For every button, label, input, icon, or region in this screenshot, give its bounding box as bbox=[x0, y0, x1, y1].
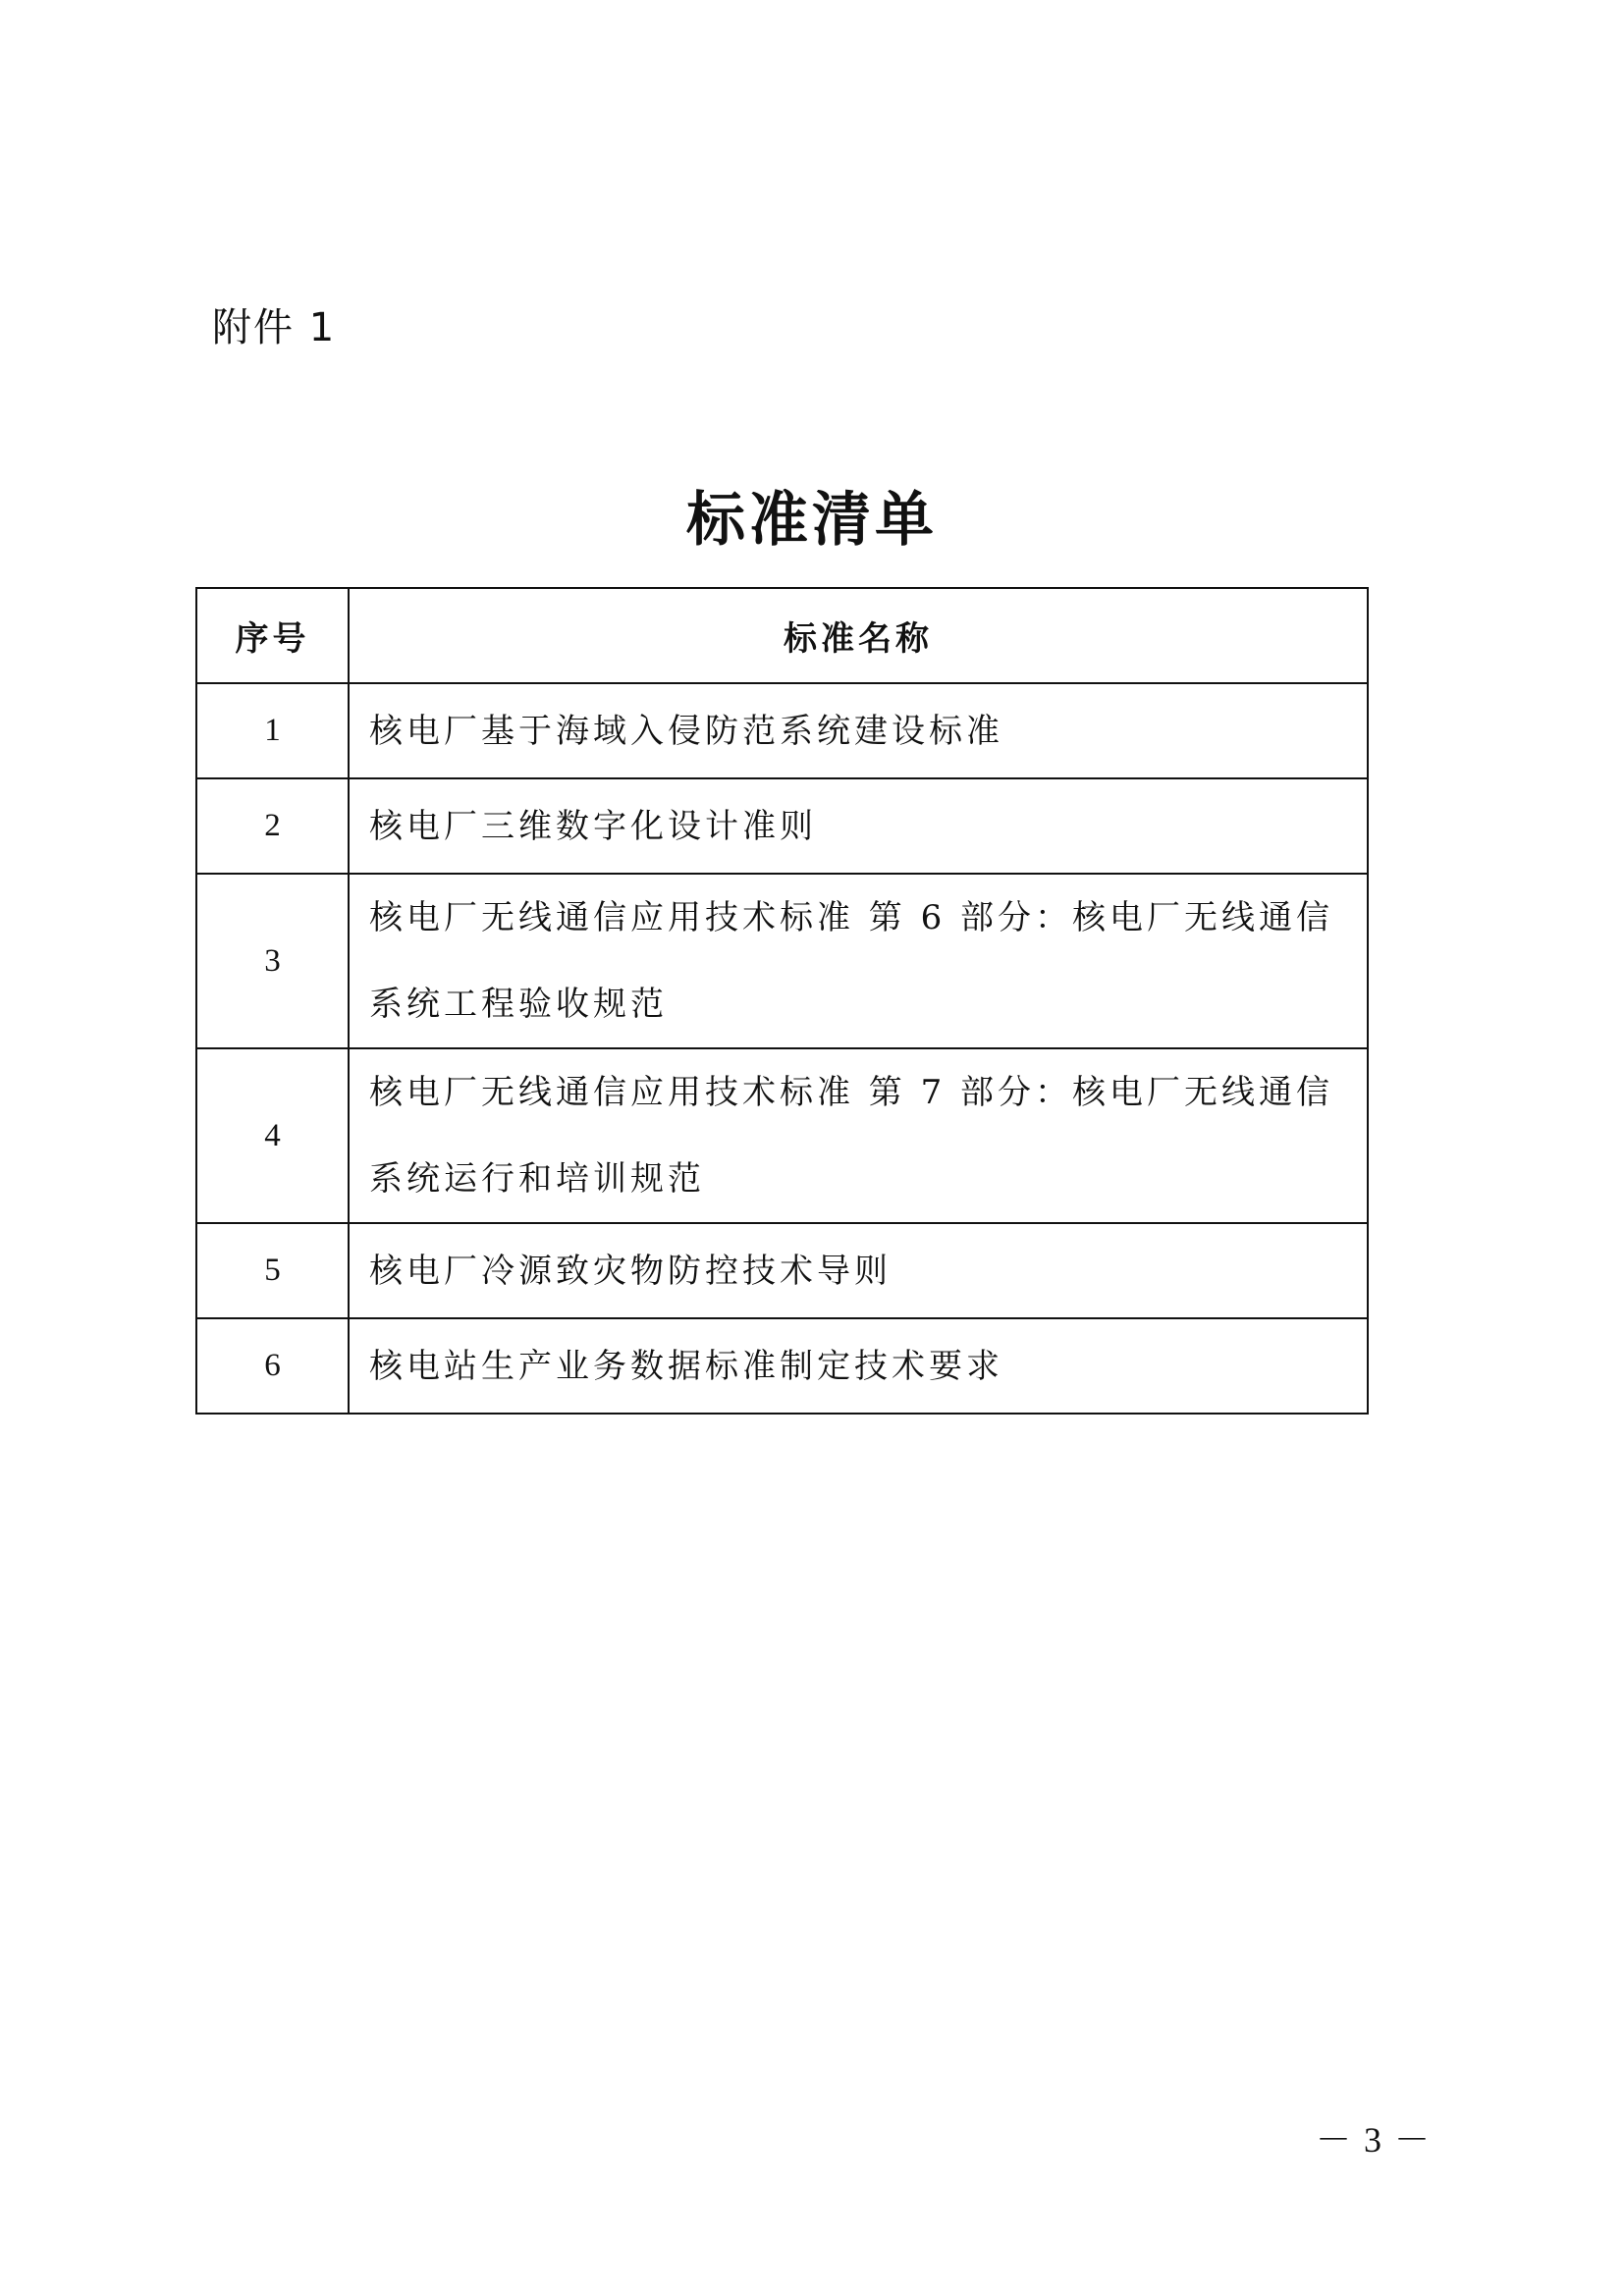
attachment-label: 附件 1 bbox=[212, 305, 337, 350]
table-row bbox=[196, 874, 1368, 1048]
table-row bbox=[196, 683, 1368, 778]
row-standard-name: 核电站生产业务数据标准制定技术要求 bbox=[349, 1318, 1368, 1414]
page-number: － 3 － bbox=[1316, 2120, 1433, 2160]
row-standard-name: 核电厂冷源致灾物防控技术导则 bbox=[349, 1223, 1368, 1318]
row-serial-number: 5 bbox=[196, 1223, 349, 1318]
header-standard-name: 标准名称 bbox=[349, 588, 1368, 683]
row-standard-name: 核电厂无线通信应用技术标准 第 7 部分：核电厂无线通信系统运行和培训规范 bbox=[349, 1048, 1368, 1223]
document-title: 标准清单 bbox=[686, 486, 938, 555]
standards-table bbox=[195, 587, 1369, 1415]
header-serial-number: 序号 bbox=[196, 588, 349, 683]
table-row bbox=[196, 778, 1368, 874]
row-standard-name: 核电厂无线通信应用技术标准 第 6 部分：核电厂无线通信系统工程验收规范 bbox=[349, 874, 1368, 1048]
row-serial-number: 4 bbox=[196, 1048, 349, 1223]
table-row bbox=[196, 1223, 1368, 1318]
table-row bbox=[196, 1048, 1368, 1223]
table-row bbox=[196, 1318, 1368, 1414]
row-serial-number: 6 bbox=[196, 1318, 349, 1414]
row-standard-name: 核电厂三维数字化设计准则 bbox=[349, 778, 1368, 874]
row-serial-number: 1 bbox=[196, 683, 349, 778]
row-standard-name: 核电厂基于海域入侵防范系统建设标准 bbox=[349, 683, 1368, 778]
row-serial-number: 3 bbox=[196, 874, 349, 1048]
row-serial-number: 2 bbox=[196, 778, 349, 874]
table-header-row bbox=[196, 588, 1368, 683]
